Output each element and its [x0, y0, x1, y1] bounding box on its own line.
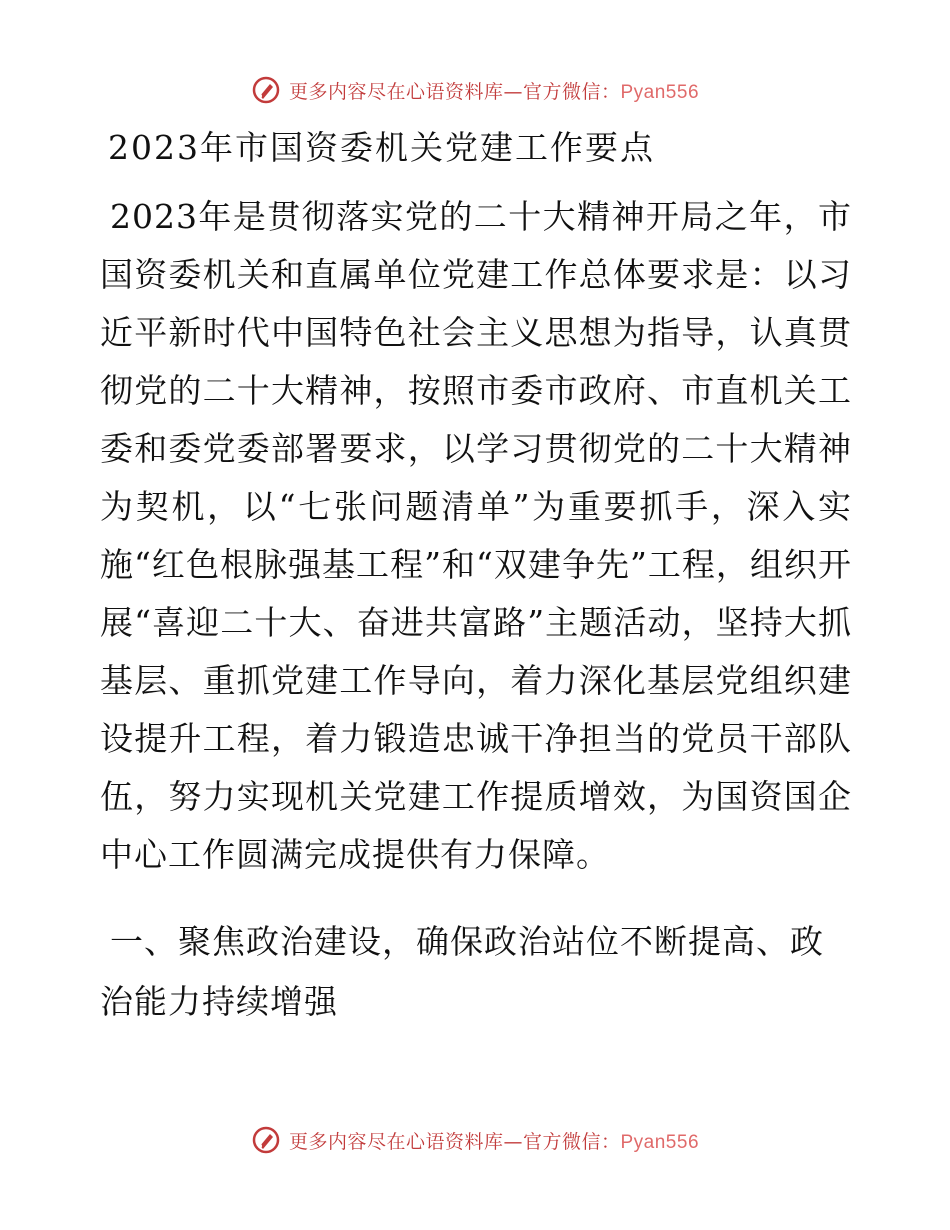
pen-logo-icon: [251, 1125, 281, 1155]
watermark-main: 更多内容尽在心语资料库: [288, 80, 504, 103]
watermark-contact: 官方微信：: [522, 80, 621, 103]
watermark-text: [289, 1127, 699, 1154]
section-1-heading-text: 一、聚焦政治建设，确保政治站位不断提高、政治能力持续增强: [100, 922, 824, 1021]
footer-watermark: [0, 1120, 950, 1160]
watermark-main: 更多内容尽在心语资料库: [288, 1130, 504, 1153]
watermark-contact: 官方微信：: [522, 1130, 621, 1153]
pen-logo-icon: [251, 75, 281, 105]
watermark-wechat-id: Pyan556: [620, 81, 700, 103]
watermark-separator: —: [503, 80, 523, 103]
intro-paragraph: [100, 188, 852, 884]
header-watermark: [0, 70, 950, 110]
document-title: 2023年市国资委机关党建工作要点: [108, 128, 655, 167]
intro-text: 2023年是贯彻落实党的二十大精神开局之年，市国资委机关和直属单位党建工作总体要求是：以习近平新时代中国特色社会主义思想为指导，认真贯彻党的二十大精神，按照市委市政府、市直机关工委和委党委部署要求，以学习贯彻党的二十大精神为契机，以“七张问题清单”为重要抓手，深入实施“红色根脉强基工程”和“双建争先”工程，组织开展“喜迎二十大、奋进共富路”主题活动，坚持大抓基层、重抓党建工作导向，着力深化基层党组织建设提升工程，着力锻造忠诚干净担当的党员干部队伍，努力实现机关党建工作提质增效，为国资国企中心工作圆满完成提供有力保障。: [100, 197, 852, 874]
watermark-wechat-id: Pyan556: [620, 1131, 700, 1153]
watermark-text: [289, 77, 699, 104]
watermark-separator: —: [503, 1130, 523, 1153]
section-1-heading: [100, 912, 852, 1032]
